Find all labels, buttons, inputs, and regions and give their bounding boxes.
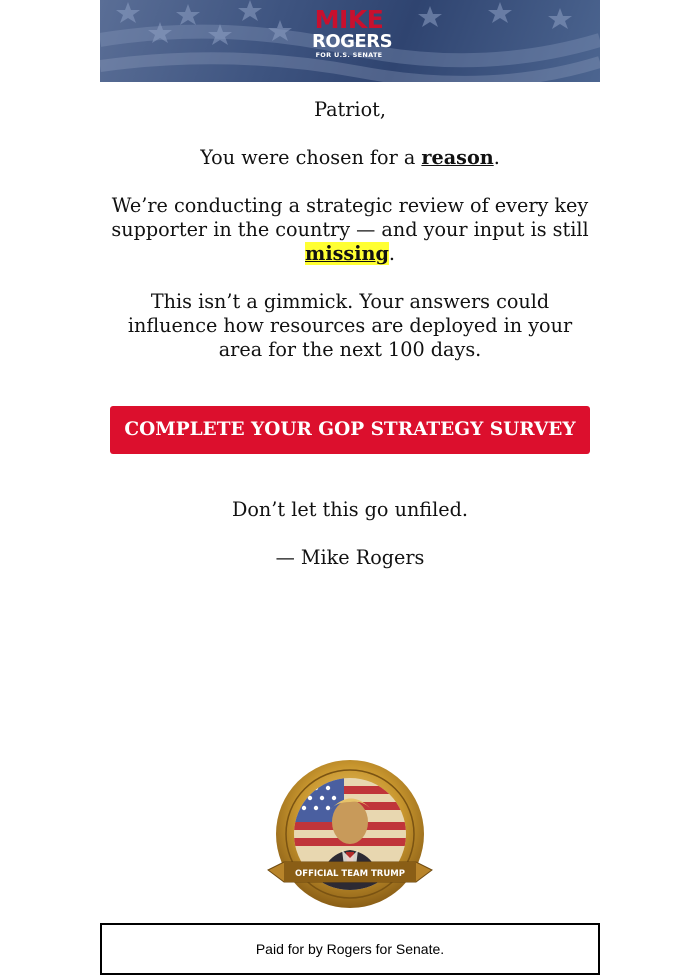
badge-label: OFFICIAL TEAM TRUMP [295, 869, 405, 879]
closing-line: Don’t let this go unfiled. [232, 498, 468, 521]
paragraph-chosen [110, 146, 590, 170]
campaign-logo [312, 5, 393, 60]
logo-line-2: ROGERS [312, 31, 393, 52]
greeting: Patriot, [314, 98, 386, 121]
reason-link[interactable]: reason [421, 146, 494, 169]
paragraph-chosen-end: . [493, 146, 500, 169]
missing-link[interactable]: missing [305, 242, 389, 265]
paragraph-review [110, 194, 590, 266]
paragraph-chosen-text: You were chosen for a [200, 146, 422, 169]
logo-line-3: FOR U.S. SENATE [315, 51, 383, 59]
header-banner [100, 0, 600, 82]
official-team-trump-badge [266, 758, 434, 912]
survey-cta-button[interactable]: COMPLETE YOUR GOP STRATEGY SURVEY [110, 406, 590, 454]
signature: — Mike Rogers [275, 546, 425, 569]
paid-for-disclaimer: Paid for by Rogers for Senate. [100, 923, 600, 975]
logo-line-1: MIKE [314, 5, 384, 34]
paragraph-review-text: We’re conducting a strategic review of every key supporter in the country — and your input is still [111, 194, 589, 241]
paragraph-review-end: . [388, 242, 395, 265]
paragraph-gimmick: This isn’t a gimmick. Your answers could influence how resources are deployed in your area for the next 100 days. [127, 290, 573, 361]
